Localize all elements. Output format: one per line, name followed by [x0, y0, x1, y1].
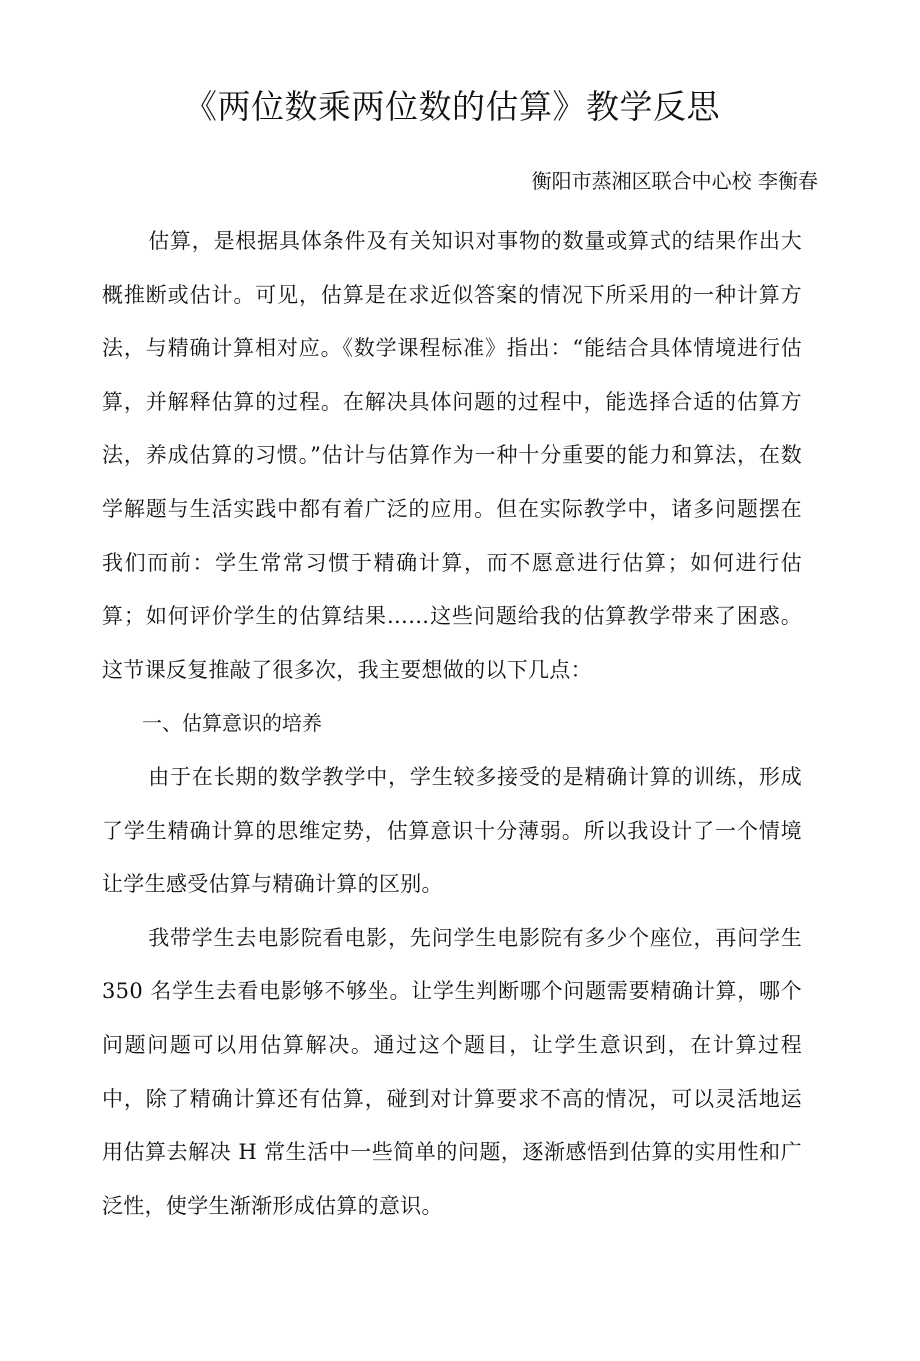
section-paragraph: 我带学生去电影院看电影，先问学生电影院有多少个座位，再问学生 350 名学生去看电影够不够坐。让学生判断哪个问题需要精确计算，哪个问题问题可以用估算解决。通过这个题目，让学生意识到，在计算过程中，除了精确计算还有估算，碰到对计算要求不高的情况，可以灵活地运用估算去解决 H 常生活中一些简单的问题，逐渐感悟到估算的实用性和广泛性，使学生渐渐形成估算的意识。 — [102, 925, 802, 1218]
section-paragraph: 由于在长期的数学教学中，学生较多接受的是精确计算的训练，形成了学生精确计算的思维定势，估算意识十分薄弱。所以我设计了一个情境让学生感受估算与精确计算的区别。 — [102, 764, 802, 897]
document-title: 《两位数乘两位数的估算》教学反思 — [184, 87, 720, 126]
intro-paragraph: 估算，是根据具体条件及有关知识对事物的数量或算式的结果作出大概推断或估计。可见，估算是在求近似答案的情况下所采用的一种计算方法，与精确计算相对应。《数学课程标准》指出：“能结合具体情境进行估算，并解释估算的过程。在解决具体问题的过程中，能选择合适的估算方法，养成估算的习惯。”估计与估算作为一种十分重要的能力和算法，在数学解题与生活实践中都有着广泛的应用。但在实际教学中，诸多问题摆在我们而前：学生常常习惯于精确计算，而不愿意进行估算；如何进行估算；如何评价学生的估算结果……这些问题给我的估算教学带来了困惑。这节课反复推敲了很多次，我主要想做的以下几点： — [102, 229, 802, 682]
section-heading-estimation-awareness: 一、估算意识的培养 — [142, 711, 322, 736]
author-line: 衡阳市蒸湘区联合中心校 李衡春 — [531, 169, 818, 193]
